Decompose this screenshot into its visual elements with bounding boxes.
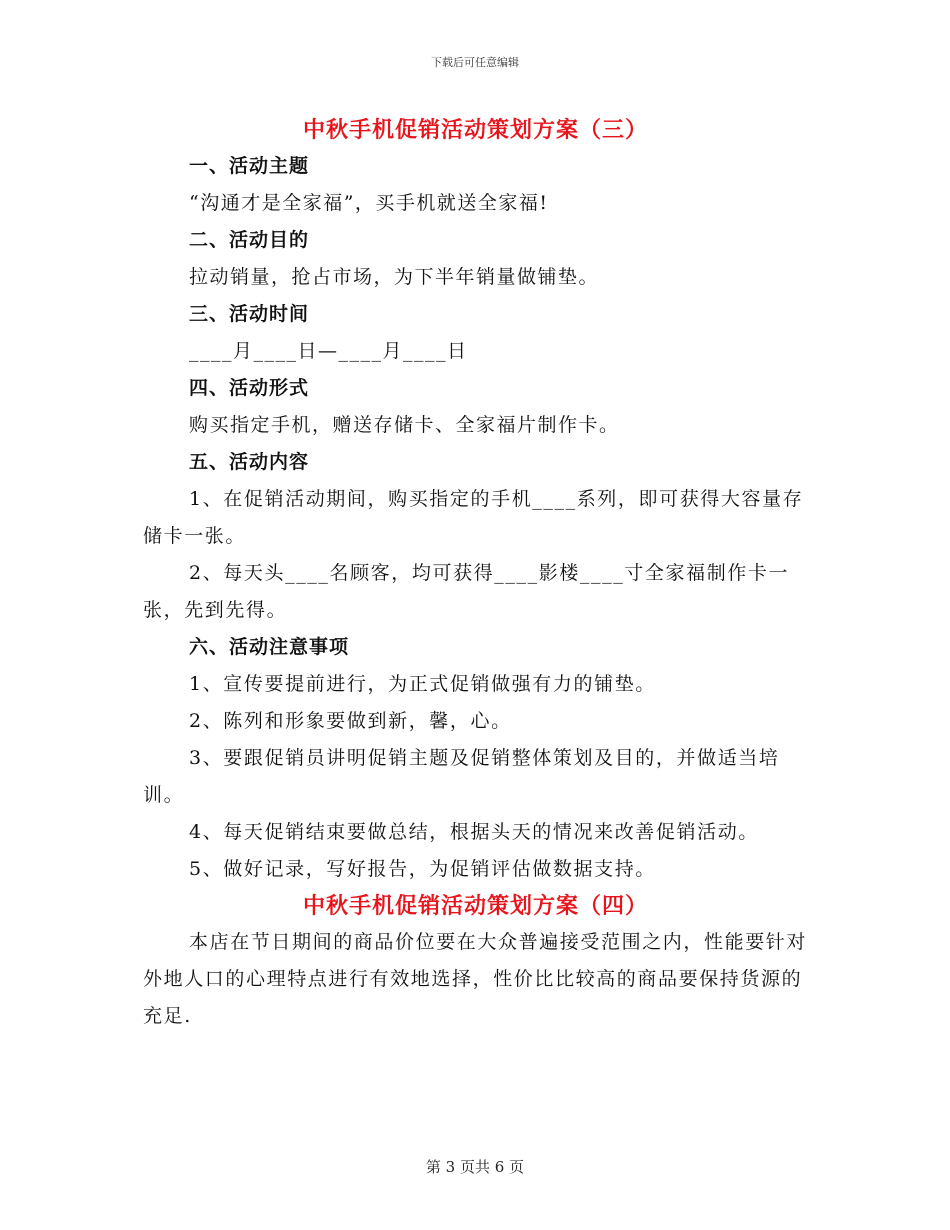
section-4-paragraph: 本店在节日期间的商品价位要在大众普遍接受范围之内，性能要针对外地人口的心理特点进行有效地选择，性价比比较高的商品要保持货源的充足.: [143, 931, 808, 1027]
page-header: 下载后可任意编辑: [431, 56, 519, 69]
page-footer: 第 3 页共 6 页: [425, 1158, 525, 1176]
heading-content: 五、活动内容: [189, 451, 310, 473]
heading-time: 三、活动时间: [189, 303, 310, 325]
heading-theme: 一、活动主题: [189, 155, 310, 177]
content-item: 1、在促销活动期间，购买指定的手机____系列，即可获得大容量存储卡一张。: [143, 488, 804, 547]
document-body: [143, 112, 808, 1035]
heading-purpose: 二、活动目的: [189, 229, 310, 251]
note-item: 1、宣传要提前进行，为正式促销做强有力的铺垫。: [189, 673, 656, 695]
paragraph-form: 购买指定手机，赠送存储卡、全家福片制作卡。: [189, 414, 620, 436]
note-item: 3、要跟促销员讲明促销主题及促销整体策划及目的，并做适当培训。: [143, 747, 780, 806]
note-item: 5、做好记录，写好报告，为促销评估做数据支持。: [189, 858, 656, 880]
paragraph-purpose: 拉动销量，抢占市场，为下半年销量做铺垫。: [189, 266, 600, 288]
content-item: 2、每天头____名顾客，均可获得____影楼____寸全家福制作卡一张，先到先得。: [143, 562, 790, 621]
section-3-title: 中秋手机促销活动策划方案（三）: [302, 117, 648, 143]
section-4-title: 中秋手机促销活动策划方案（四）: [302, 893, 648, 919]
heading-form: 四、活动形式: [189, 377, 310, 399]
paragraph-theme: “沟通才是全家福”，买手机就送全家福!: [189, 192, 549, 214]
heading-notes: 六、活动注意事项: [189, 636, 350, 658]
paragraph-time: ____月____日—____月____日: [189, 340, 468, 362]
note-item: 2、陈列和形象要做到新，馨，心。: [189, 710, 512, 732]
note-item: 4、每天促销结束要做总结，根据头天的情况来改善促销活动。: [189, 821, 759, 843]
